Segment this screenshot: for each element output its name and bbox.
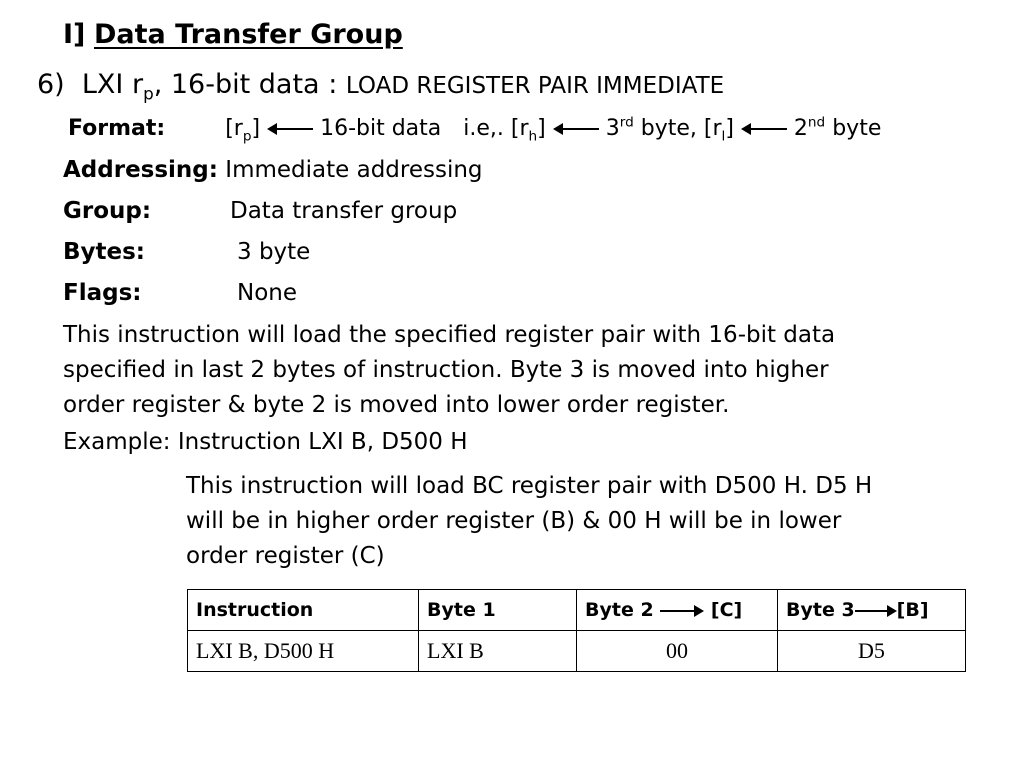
format-dest: $[r_p]$ (225, 116, 261, 145)
field-group-value: Data transfer group (230, 198, 458, 224)
left-arrow-icon (553, 122, 599, 136)
format-line (68, 114, 882, 145)
opcode-table (187, 589, 966, 672)
format-high: i.e,. $[r_h]$ (463, 116, 546, 145)
example-explanation (186, 469, 872, 574)
section-number: I] (63, 19, 86, 50)
format-third-byte: 3rd byte, $[r_l]$ (605, 114, 734, 145)
header-byte3: Byte 3 [B] (778, 590, 966, 631)
instruction-title (37, 69, 725, 104)
field-flags (63, 280, 141, 306)
description-line: specified in last 2 bytes of instruction. Byte 3 is moved into higher (63, 357, 829, 383)
example-heading: Example: Instruction LXI B, D500 H (63, 429, 468, 455)
field-group (63, 198, 151, 224)
left-arrow-icon (267, 122, 313, 136)
section-title: Data Transfer Group (93, 19, 403, 50)
header-byte2: Byte 2 [C] (577, 590, 778, 631)
description (63, 318, 835, 423)
cell-instruction: LXI B, D500 H (188, 631, 419, 672)
instruction-number: 6) (37, 69, 65, 100)
description-line: order register & byte 2 is moved into lower order register. (63, 392, 730, 418)
field-flags-value: None (237, 280, 298, 306)
field-label: Bytes: (63, 239, 146, 265)
right-arrow-icon (855, 604, 897, 618)
field-bytes-value: 3 byte (237, 239, 311, 265)
right-arrow-icon (660, 604, 704, 618)
format-second-byte: 2nd byte (793, 114, 882, 141)
field-label: Flags: (63, 280, 142, 306)
description-line: This instruction will load the specified register pair with 16-bit data (63, 322, 836, 348)
left-arrow-icon (741, 122, 787, 136)
field-value: Immediate addressing (225, 157, 483, 183)
instruction-colon: : (328, 69, 338, 100)
field-addressing (63, 157, 483, 183)
header-byte1: Byte 1 (419, 590, 577, 631)
cell-byte3: D5 (778, 631, 966, 672)
format-source: 16-bit data (320, 116, 442, 141)
format-label: Format: (68, 116, 166, 141)
section-heading (63, 19, 403, 50)
example-line: This instruction will load BC register pair with D500 H. D5 H (186, 473, 873, 499)
table-header-row (188, 590, 966, 631)
instruction-operand: , 16-bit data (153, 69, 320, 100)
cell-byte2: 00 (577, 631, 778, 672)
table-row (188, 631, 966, 672)
field-label: Group: (63, 198, 152, 224)
example-line: will be in higher order register (B) & 00 H will be in lower (186, 508, 842, 534)
instruction-mnemonic: LXI r (81, 69, 144, 100)
field-bytes (63, 239, 145, 265)
instruction-name: LOAD REGISTER PAIR IMMEDIATE (345, 73, 725, 99)
cell-byte1: LXI B (419, 631, 577, 672)
field-label: Addressing: (63, 157, 218, 183)
instruction-mnemonic-sub: p (143, 83, 154, 104)
example-line: order register (C) (186, 543, 385, 569)
header-instruction: Instruction (188, 590, 419, 631)
